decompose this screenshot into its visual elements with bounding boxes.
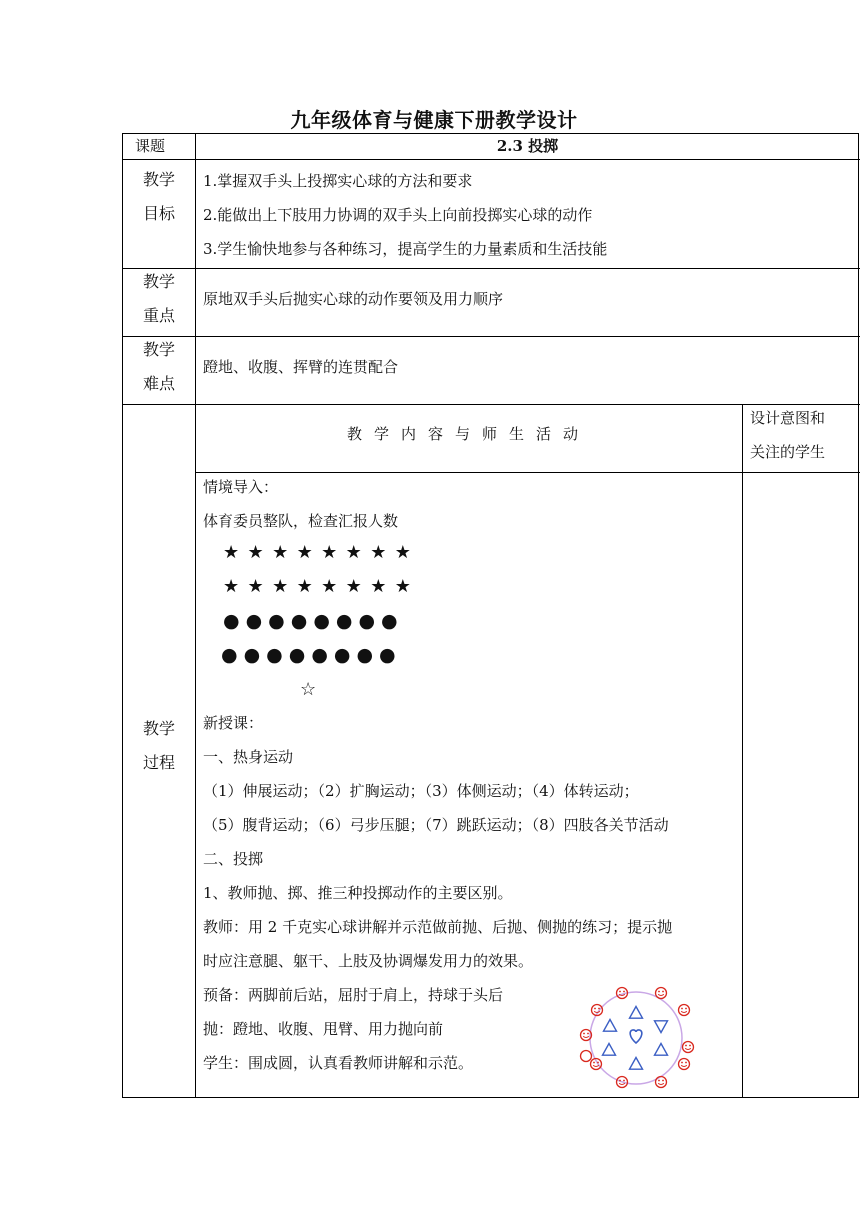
intro-line: 体育委员整队，检查汇报人数: [203, 512, 399, 530]
intro-line: 情境导入：: [203, 478, 279, 496]
formation-row-dots: ●●●●●●●●: [221, 644, 402, 666]
difficulties-label-line2: 难点: [142, 374, 175, 393]
objectives-list: [203, 164, 607, 266]
column-divider: [742, 404, 743, 1097]
triangle-icon: [630, 1007, 643, 1019]
formation-row-dots: ●●●●●●●●: [223, 610, 404, 632]
lesson-line: 学生：围成圆，认真看教师讲解和示范。: [203, 1054, 474, 1072]
topic-label: 课题: [134, 137, 165, 155]
difficulties-text: 蹬地、收腹、挥臂的连贯配合: [203, 358, 399, 376]
topic-value: 2.3 投掷: [496, 137, 559, 155]
objectives-label-line2: 目标: [142, 204, 175, 223]
design-header-line2: 关注的学生: [750, 443, 826, 461]
objective-item: 3.学生愉快地参与各种练习，提高学生的力量素质和生活技能: [203, 240, 608, 258]
heart-icon: [630, 1030, 642, 1043]
lesson-line: 一、热身运动: [203, 748, 294, 766]
formation-row-stars: ★★★★★★★★: [223, 542, 420, 563]
objective-item: 1.掌握双手头上投掷实心球的方法和要求: [203, 172, 473, 190]
lesson-line: 新授课：: [203, 714, 264, 732]
process-label-line2: 过程: [142, 753, 175, 772]
smiley-icon: [656, 988, 667, 999]
intro-lines: [203, 470, 398, 538]
smiley-icon: [679, 1005, 690, 1016]
lesson-line: 二、投掷: [203, 850, 264, 868]
column-divider: [195, 134, 196, 1097]
formation-row-stars: ★★★★★★★★: [223, 576, 420, 597]
lesson-line: 抛：蹬地、收腹、甩臂、用力抛向前: [203, 1020, 444, 1038]
key-points-text: 原地双手头后抛实心球的动作要领及用力顺序: [203, 290, 504, 308]
triangle-icon: [655, 1044, 668, 1056]
triangle-icon: [655, 1021, 668, 1033]
lesson-line: 1、教师抛、掷、推三种投掷动作的主要区别。: [203, 884, 513, 902]
lesson-line: 教师：用 2 千克实心球讲解并示范做前抛、后抛、侧抛的练习；提示抛: [203, 918, 673, 936]
key-points-label-line1: 教学: [142, 272, 175, 291]
smiley-icon: [679, 1059, 690, 1070]
lesson-plan-table: [122, 133, 859, 1098]
objectives-label-line1: 教学: [142, 170, 175, 189]
design-header-line1: 设计意图和: [750, 409, 826, 427]
lesson-line: 时应注意腿、躯干、上肢及协调爆发用力的效果。: [203, 952, 534, 970]
triangle-icon: [603, 1044, 616, 1056]
objective-item: 2.能做出上下肢用力协调的双手头上向前投掷实心球的动作: [203, 206, 593, 224]
lesson-line: （1）伸展运动；（2）扩胸运动；（3）体侧运动；（4）体转运动；: [203, 782, 639, 800]
process-label-line1: 教学: [142, 719, 175, 738]
difficulties-label-line1: 教学: [142, 340, 175, 359]
triangle-icon: [604, 1020, 617, 1032]
document-title: 九年级体育与健康下册教学设计: [290, 108, 578, 132]
content-column-header: 教学内容与师生活动: [346, 425, 590, 443]
smiley-icon: [581, 1051, 592, 1062]
lesson-line: （5）腹背运动；（6）弓步压腿；（7）跳跃运动；（8）四肢各关节活动: [203, 816, 669, 834]
triangle-icon: [630, 1058, 643, 1070]
student-circle-diagram: [574, 980, 704, 1098]
key-points-label-line2: 重点: [142, 306, 175, 325]
smiley-icon: [683, 1042, 694, 1053]
smiley-icon: [656, 1077, 667, 1088]
row-divider: [123, 336, 860, 337]
row-divider: [123, 268, 860, 269]
teacher-position-icon: ☆: [300, 679, 317, 700]
lesson-line: 预备：两脚前后站，屈肘于肩上，持球于头后: [203, 986, 504, 1004]
